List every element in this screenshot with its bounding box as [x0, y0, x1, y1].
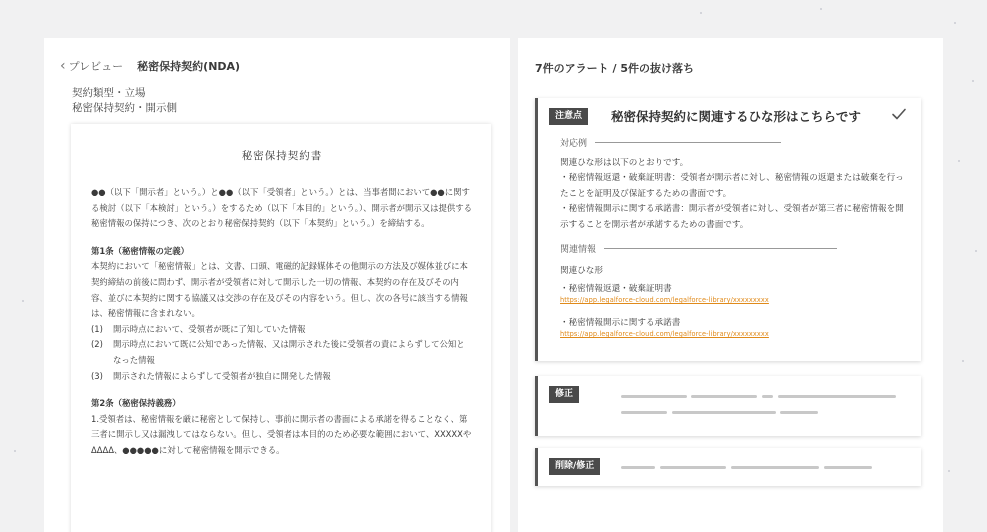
alert-card-fix[interactable] [535, 376, 921, 436]
related-template-link-1[interactable]: https://app.legalforce-cloud.com/legalforce-library/xxxxxxxxx [560, 296, 769, 304]
document-title: 秘密保持契約書 [241, 150, 323, 162]
related-template-disclosure-consent: ・秘密情報開示に関する承諾書 [560, 318, 681, 328]
article-2-title: 第2条（秘密保持義務） [91, 398, 181, 409]
response-example-body [560, 156, 912, 233]
placeholder-line [824, 466, 872, 469]
list-item [91, 337, 473, 368]
contract-document[interactable] [71, 124, 491, 532]
section-response-example [560, 136, 781, 149]
decorative-dot [975, 250, 977, 252]
placeholder-line [762, 395, 773, 398]
placeholder-line [672, 411, 776, 414]
alert-title: 秘密保持契約に関連するひな形はこちらです [611, 109, 861, 124]
alert-card-delete-fix[interactable] [535, 448, 921, 486]
section-divider [595, 142, 781, 143]
alerts-panel [518, 38, 943, 532]
response-line: 関連ひな形は以下のとおりです。 [560, 158, 689, 168]
section-response-label: 対応例 [560, 139, 588, 149]
related-templates-heading: 関連ひな形 [560, 266, 603, 276]
decorative-dot [972, 80, 974, 82]
document-preview-panel [44, 38, 510, 532]
list-item-number: (2) [91, 339, 103, 350]
alert-tag-fix: 修正 [549, 386, 579, 403]
list-item [91, 369, 473, 385]
contract-position-label: 秘密保持契約・開示側 [72, 102, 177, 114]
list-item-text: 開示された情報によらずして受領者が独自に開発した情報 [113, 370, 331, 381]
decorative-dot [700, 12, 702, 14]
decorative-dot [958, 160, 960, 162]
list-item-number: (3) [91, 370, 103, 381]
breadcrumb-preview-link[interactable]: プレビュー [68, 60, 124, 73]
related-template-link-2[interactable]: https://app.legalforce-cloud.com/legalforce-library/xxxxxxxxx [560, 330, 769, 338]
chevron-left-icon[interactable]: ‹ [60, 58, 66, 74]
placeholder-line [691, 395, 757, 398]
response-line: ・秘密情報返還・破棄証明書：受領者が開示者に対し、秘密情報の返還または破棄を行ったことを証明及び保証するための書面です。 [560, 173, 904, 199]
article-1-title: 第1条（秘密情報の定義） [91, 245, 189, 256]
response-line: ・秘密情報開示に関する承諾書：開示者が受領者に対し、受領者が第三者に秘密情報を開示することを開示者が承諾するための書面です。 [560, 204, 904, 230]
list-item [91, 322, 473, 338]
article-1-exclusions-list [91, 322, 473, 384]
decorative-dot [948, 470, 950, 472]
placeholder-line [621, 466, 655, 469]
article-1-body: 本契約において「秘密情報」とは、文書、口頭、電磁的記録媒体その他開示の方法及び媒体並びに本契約締結の前後に問わず、開示者が受領者に対して開示した一切の情報、本契約の存在及びその内容、並びに本契約に関する協議又は交渉の存在及びその内容をいう。但し、次の各号に該当する情報は、秘密情報に含まれない。 [91, 261, 468, 319]
placeholder-line [660, 466, 726, 469]
alerts-summary: 7件のアラート / 5件の抜け落ち [535, 62, 694, 75]
placeholder-line [621, 395, 687, 398]
decorative-dot [14, 450, 16, 452]
placeholder-line [621, 411, 667, 414]
decorative-dot [962, 360, 964, 362]
alert-tag-delete-fix: 削除/修正 [549, 458, 600, 475]
alert-card-notice[interactable] [535, 98, 921, 361]
list-item-text: 開示時点において既に公知であった情報、又は開示された後に受領者の責によらずして公知となった情報 [113, 339, 465, 365]
article-2-body: 1.受領者は、秘密情報を厳に秘密として保持し、事前に開示者の書面による承諾を得ることなく、第三者に開示し又は漏洩してはならない。但し、受領者は本目的のため必要な範囲において、XXXXXやΔΔΔΔ、●●●●●に対して秘密情報を開示できる。 [91, 413, 472, 455]
breadcrumb [60, 58, 240, 74]
alert-tag-notice: 注意点 [549, 108, 588, 125]
contract-type-label: 契約類型・立場 [72, 87, 146, 99]
decorative-dot [820, 8, 822, 10]
list-item-text: 開示時点において、受領者が既に了知していた情報 [113, 323, 306, 334]
section-related-label: 関連情報 [560, 245, 597, 255]
placeholder-line [731, 466, 819, 469]
breadcrumb-document-name: 秘密保持契約(NDA) [137, 60, 241, 73]
section-divider [604, 248, 837, 249]
contract-meta [72, 86, 177, 116]
placeholder-line [778, 395, 896, 398]
section-related-info [560, 242, 837, 255]
decorative-dot [22, 300, 24, 302]
list-item-number: (1) [91, 323, 103, 334]
related-template-return-certificate: ・秘密情報返還・破棄証明書 [560, 284, 672, 294]
decorative-dot [954, 22, 956, 24]
document-preamble: ●●（以下「開示者」という。）と●●（以下「受領者」という。）とは、当事者間において●●に関する検討（以下「本検討」という。）をするため（以下「本目的」という。）、開示者が開示又は提供する秘密情報の保持につき、次のとおり秘密保持契約（以下「本契約」という。）を締結する。 [91, 187, 473, 229]
checkmark-icon[interactable] [891, 106, 907, 122]
placeholder-line [780, 411, 818, 414]
